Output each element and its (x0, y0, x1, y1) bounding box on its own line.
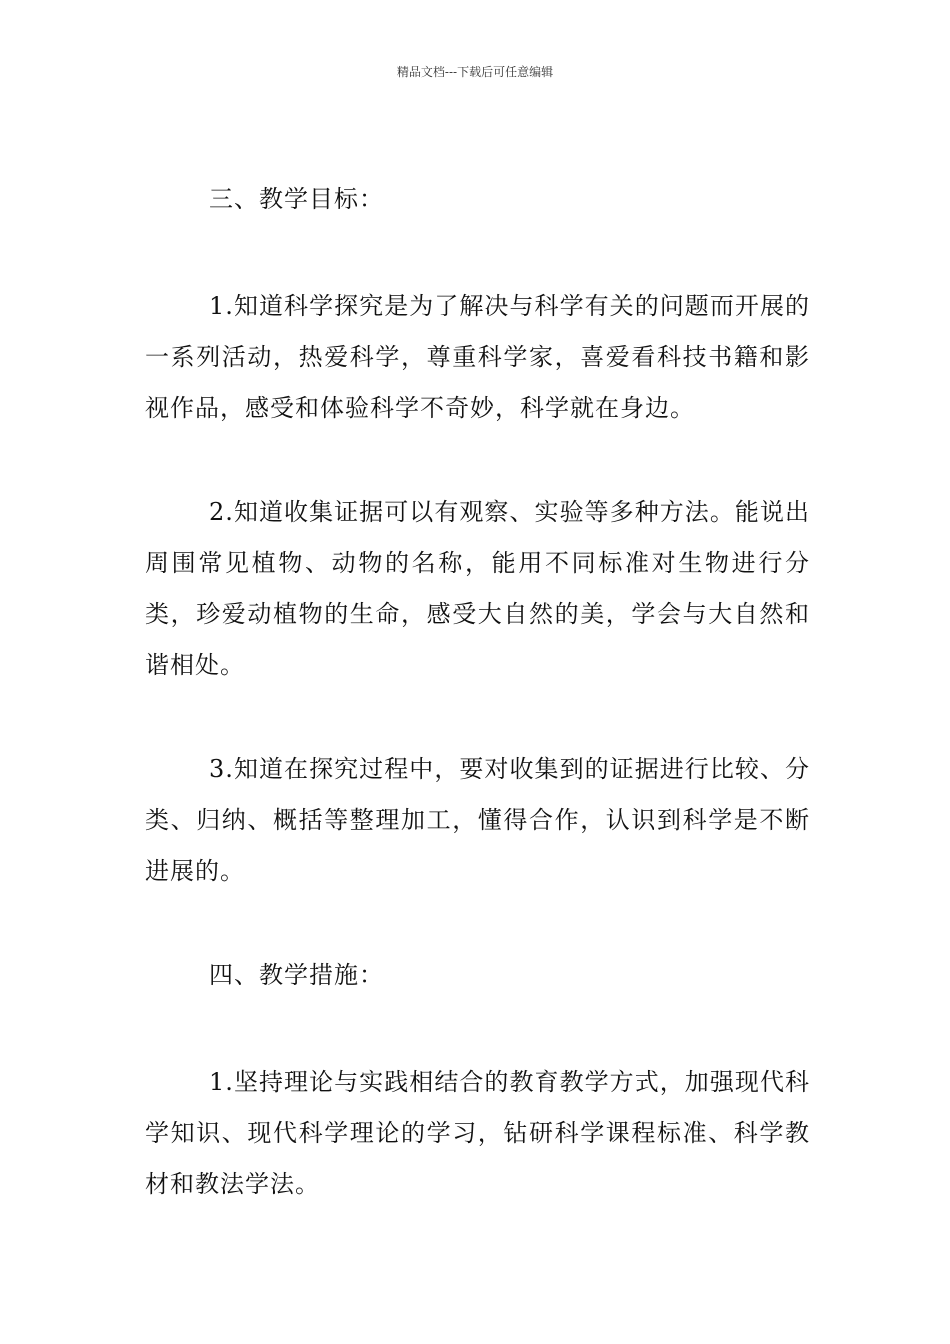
measure-paragraph-1: 1.坚持理论与实践相结合的教育教学方式，加强现代科学知识、现代科学理论的学习，钻研科学课程标准、科学教材和教法学法。 (145, 1068, 810, 1198)
document-body (145, 174, 810, 1210)
page-header-watermark: 精品文档---下载后可任意编辑 (396, 65, 554, 79)
section-heading-teaching-measures: 四、教学措施： (209, 961, 384, 989)
section-heading-teaching-goals: 三、教学目标： (209, 185, 384, 213)
goal-paragraph-3: 3.知道在探究过程中，要对收集到的证据进行比较、分类、归纳、概括等整理加工，懂得合作，认识到科学是不断进展的。 (145, 755, 810, 885)
goal-paragraph-2: 2.知道收集证据可以有观察、实验等多种方法。能说出周围常见植物、动物的名称，能用不同标准对生物进行分类，珍爱动植物的生命，感受大自然的美，学会与大自然和谐相处。 (145, 498, 810, 679)
goal-paragraph-1: 1.知道科学探究是为了解决与科学有关的问题而开展的一系列活动，热爱科学，尊重科学家，喜爱看科技书籍和影视作品，感受和体验科学不奇妙，科学就在身边。 (145, 292, 810, 422)
